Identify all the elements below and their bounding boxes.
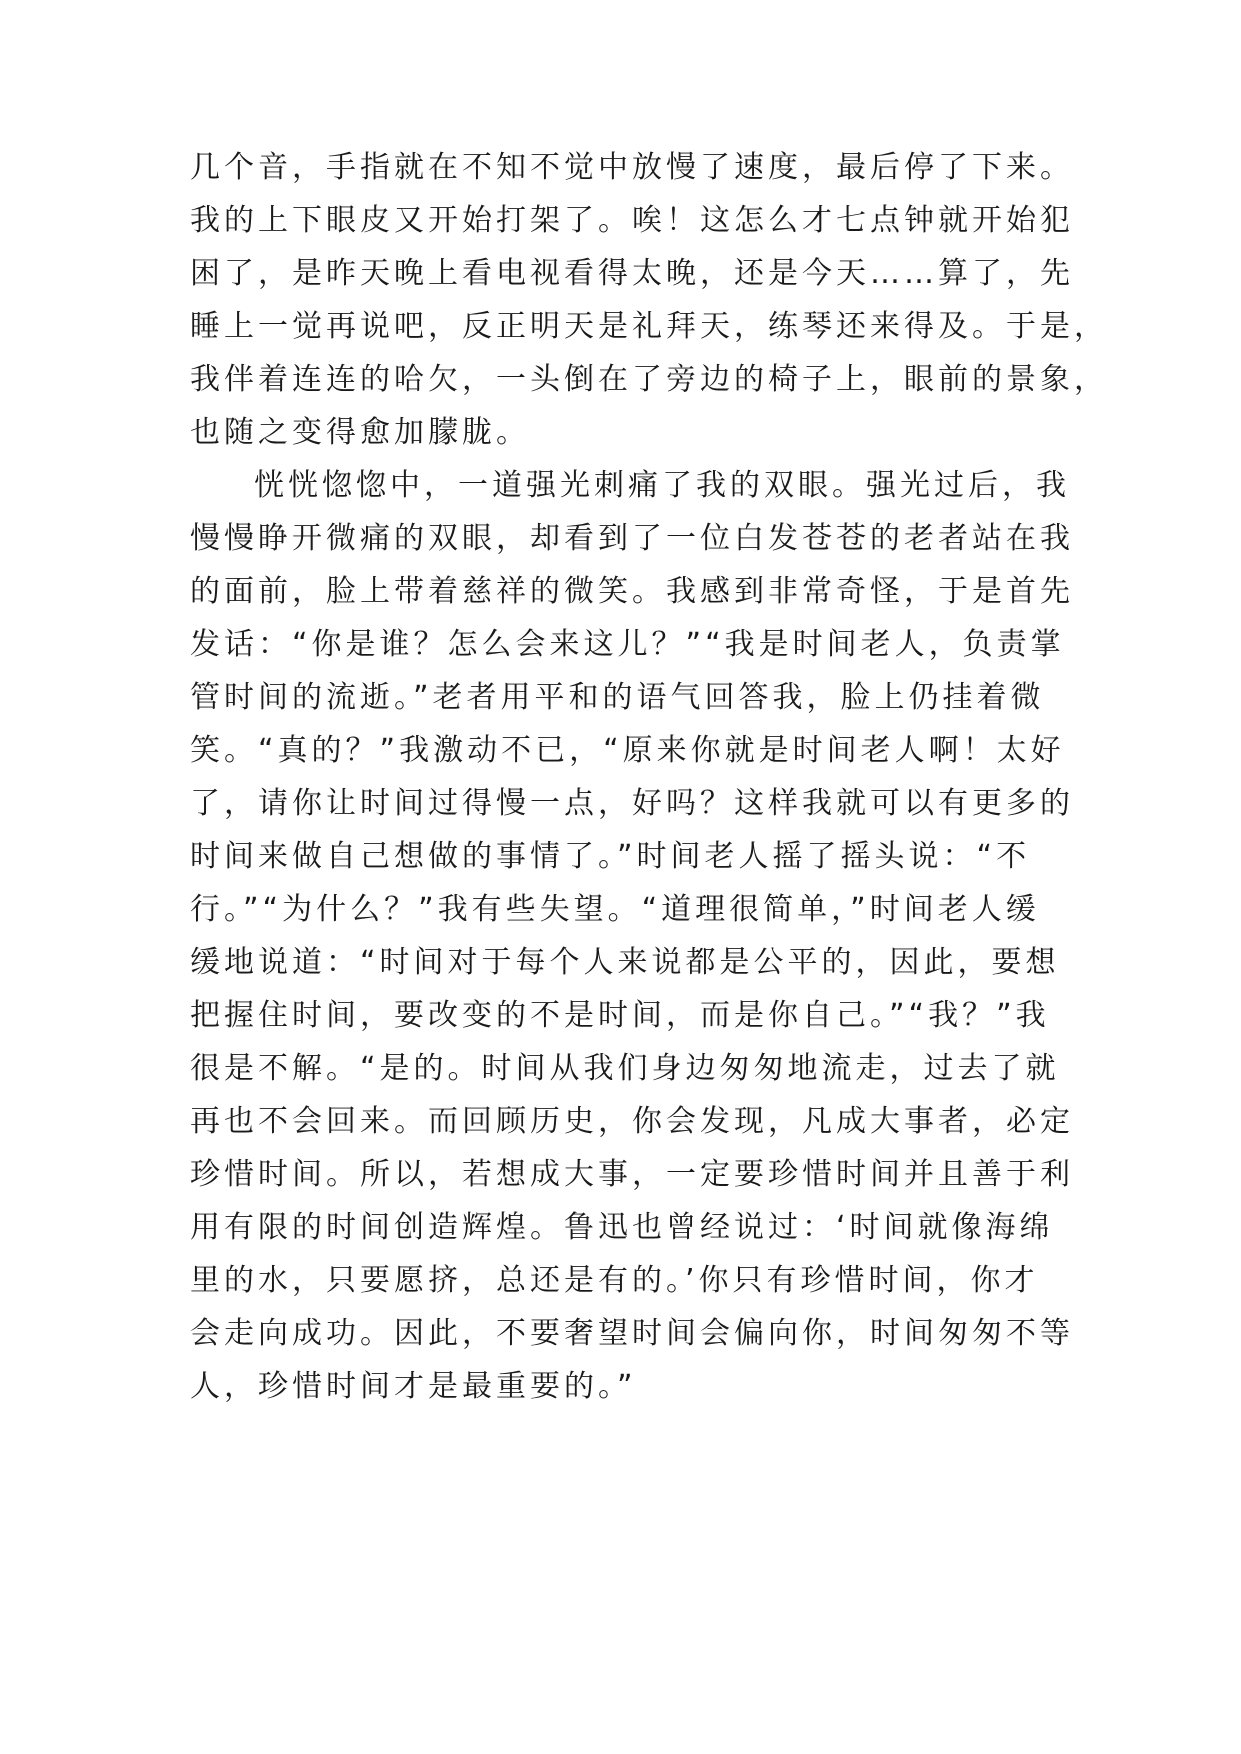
text-line: 很是不解。“是的。时间从我们身边匆匆地流走，过去了就 <box>190 1051 1060 1086</box>
text-line: 行。”“为什么？”我有些失望。“道理很简单，”时间老人缓 <box>190 892 1040 927</box>
text-line: 把握住时间，要改变的不是时间，而是你自己。”“我？”我 <box>190 998 1050 1033</box>
text-line: 用有限的时间创造辉煌。鲁迅也曾经说过：‘时间就像海绵 <box>190 1210 1054 1245</box>
text-line: 慢慢睁开微痛的双眼，却看到了一位白发苍苍的老者站在我 <box>190 521 1074 556</box>
text-line: 的面前，脸上带着慈祥的微笑。我感到非常奇怪，于是首先 <box>190 574 1074 609</box>
text-line: 人，珍惜时间才是最重要的。” <box>190 1369 637 1404</box>
text-line: 缓地说道：“时间对于每个人来说都是公平的，因此，要想 <box>190 945 1060 980</box>
text-line: 也随之变得愈加朦胧。 <box>190 415 530 450</box>
text-line: 时间来做自己想做的事情了。”时间老人摇了摇头说：“不 <box>190 839 1031 874</box>
text-line: 恍恍惚惚中，一道强光刺痛了我的双眼。强光过后，我 <box>254 468 1070 503</box>
text-line: 几个音，手指就在不知不觉中放慢了速度，最后停了下来。 <box>190 150 1074 185</box>
text-line: 我的上下眼皮又开始打架了。唉！这怎么才七点钟就开始犯 <box>190 203 1074 238</box>
text-line: 困了，是昨天晚上看电视看得太晚，还是今天……算了，先 <box>190 256 1074 291</box>
text-line: 再也不会回来。而回顾历史，你会发现，凡成大事者，必定 <box>190 1104 1074 1139</box>
text-line: 会走向成功。因此，不要奢望时间会偏向你，时间匆匆不等 <box>190 1316 1074 1351</box>
text-line: 我伴着连连的哈欠，一头倒在了旁边的椅子上，眼前的景象， <box>190 362 1108 397</box>
text-line: 里的水，只要愿挤，总还是有的。’你只有珍惜时间，你才 <box>190 1263 1039 1298</box>
text-line: 了，请你让时间过得慢一点，好吗？这样我就可以有更多的 <box>190 786 1074 821</box>
text-line: 笑。“真的？”我激动不已，“原来你就是时间老人啊！太好 <box>190 733 1065 768</box>
text-line: 睡上一觉再说吧，反正明天是礼拜天，练琴还来得及。于是， <box>190 309 1108 344</box>
text-line: 管时间的流逝。”老者用平和的语气回答我，脸上仍挂着微 <box>190 680 1045 715</box>
text-line: 珍惜时间。所以，若想成大事，一定要珍惜时间并且善于利 <box>190 1157 1074 1192</box>
text-line: 发话：“你是谁？怎么会来这儿？”“我是时间老人，负责掌 <box>190 627 1065 662</box>
